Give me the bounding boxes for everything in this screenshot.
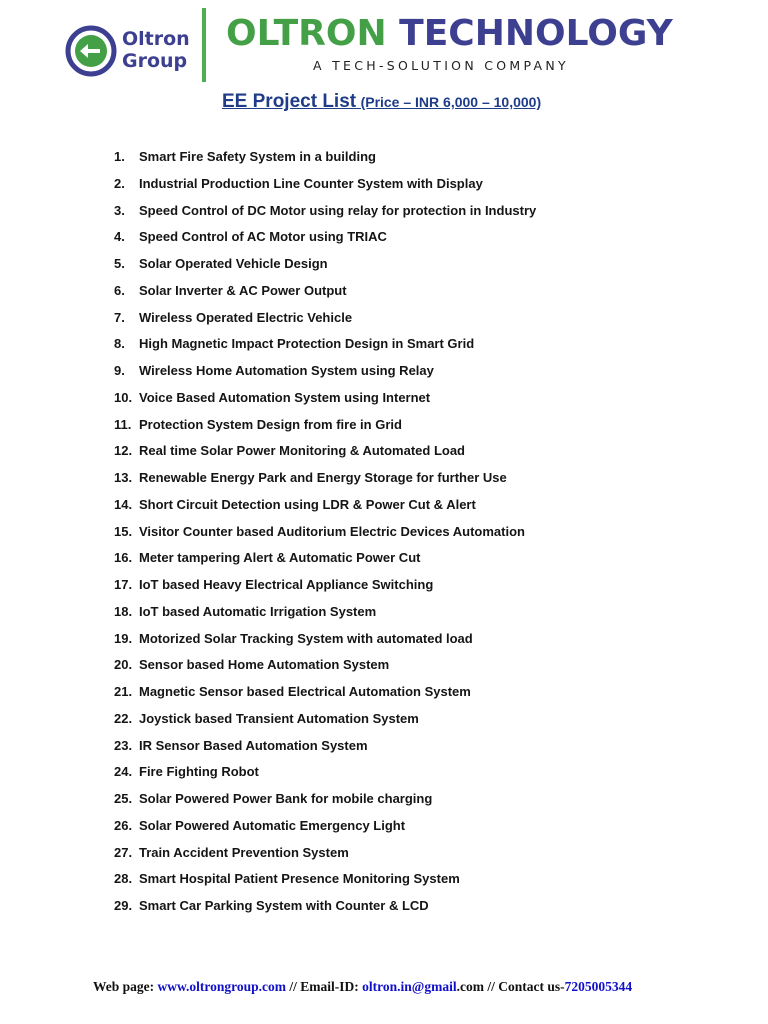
logo-wordmark — [122, 28, 190, 72]
list-item-number: 2. — [114, 175, 125, 191]
list-item — [114, 198, 536, 225]
list-item — [114, 813, 536, 840]
list-item-number: 24. — [114, 764, 133, 780]
project-list — [114, 144, 536, 920]
list-item — [114, 679, 536, 706]
list-item-number: 4. — [114, 229, 125, 245]
list-item-number: 13. — [114, 470, 133, 485]
company-name-technology: TECHNOLOGY — [399, 13, 673, 54]
list-item-number: 11. — [114, 416, 132, 432]
list-item-number: 20. — [114, 657, 133, 673]
title-price: (Price – INR 6,000 – 10,000) — [360, 94, 542, 110]
list-item-number: 6. — [114, 282, 125, 298]
list-item-text: Voice Based Automation System using Internet — [139, 389, 431, 405]
list-item — [114, 652, 536, 679]
list-item — [114, 278, 536, 305]
list-item-text: IoT based Automatic Irrigation System — [139, 603, 377, 619]
web-label: Web page: — [93, 979, 155, 994]
list-item-text: Industrial Production Line Counter System with Display — [139, 175, 483, 191]
list-item — [114, 572, 536, 599]
list-item-text: Solar Inverter & AC Power Output — [139, 282, 347, 298]
list-item-text: Wireless Home Automation System using Relay — [139, 363, 434, 378]
list-item-text: Smart Fire Safety System in a building — [139, 149, 376, 164]
list-item — [114, 171, 536, 198]
list-item-text: Smart Hospital Patient Presence Monitoring System — [139, 871, 460, 887]
list-item-number: 9. — [114, 363, 125, 378]
list-item-text: Real time Solar Power Monitoring & Automated Load — [139, 443, 465, 459]
list-item-number: 19. — [114, 630, 133, 646]
list-item-text: Visitor Counter based Auditorium Electric Devices Automation — [139, 523, 525, 539]
header-divider — [202, 8, 206, 82]
list-item-number: 25. — [114, 791, 133, 806]
logo-line-1: Oltron — [122, 28, 190, 50]
list-item-number: 10. — [114, 389, 133, 405]
list-item-number: 7. — [114, 309, 125, 325]
list-item — [114, 438, 536, 465]
list-item — [114, 492, 536, 519]
list-item-number: 21. — [114, 684, 133, 699]
list-item — [114, 733, 536, 760]
list-item-number: 5. — [114, 256, 125, 271]
list-item — [114, 412, 536, 439]
list-item-text: Speed Control of DC Motor using relay for protection in Industry — [139, 202, 537, 218]
list-item-number: 18. — [114, 603, 133, 619]
page-title — [222, 91, 541, 113]
list-item — [114, 385, 536, 412]
list-item-text: Smart Car Parking System with Counter & LCD — [139, 898, 429, 913]
list-item-text: High Magnetic Impact Protection Design in Smart Grid — [139, 336, 475, 352]
list-item — [114, 305, 536, 332]
list-item-text: Fire Fighting Robot — [139, 764, 259, 780]
list-item-text: IoT based Heavy Electrical Appliance Switching — [139, 577, 434, 592]
company-tagline: A TECH-SOLUTION COMPANY — [313, 58, 569, 73]
document-header — [0, 0, 768, 90]
list-item-number: 12. — [114, 443, 133, 459]
list-item — [114, 224, 536, 251]
list-item-number: 22. — [114, 710, 133, 726]
list-item-number: 3. — [114, 202, 125, 218]
list-item — [114, 840, 536, 867]
oltron-logo-icon — [64, 24, 118, 78]
list-item-text: Motorized Solar Tracking System with automated load — [139, 630, 473, 646]
list-item-text: Joystick based Transient Automation System — [139, 710, 419, 726]
email-link[interactable]: oltron.in@gmail — [362, 979, 457, 994]
list-item — [114, 331, 536, 358]
list-item-number: 23. — [114, 737, 133, 753]
list-item — [114, 599, 536, 626]
list-item-text: Renewable Energy Park and Energy Storage for further Use — [139, 470, 507, 485]
list-item — [114, 545, 536, 572]
list-item-number: 17. — [114, 577, 133, 592]
list-item-text: Sensor based Home Automation System — [139, 657, 390, 673]
email-suffix: .com — [456, 979, 484, 994]
list-item — [114, 759, 536, 786]
list-item — [114, 893, 536, 920]
list-item-text: Solar Powered Automatic Emergency Light — [139, 817, 406, 833]
list-item-number: 26. — [114, 817, 133, 833]
list-item-text: Solar Operated Vehicle Design — [139, 256, 328, 271]
company-name-oltron: OLTRON — [226, 13, 387, 54]
list-item — [114, 465, 536, 492]
list-item-number: 15. — [114, 523, 133, 539]
logo-line-2: Group — [122, 50, 188, 72]
list-item-text: Meter tampering Alert & Automatic Power Cut — [139, 550, 421, 566]
list-item-number: 1. — [114, 149, 125, 164]
list-item-number: 14. — [114, 496, 133, 512]
email-label: // Email-ID: — [289, 979, 359, 994]
list-item-number: 8. — [114, 336, 125, 352]
title-main: EE Project List — [222, 91, 357, 112]
list-item-text: Solar Powered Power Bank for mobile charging — [139, 791, 433, 806]
list-item — [114, 251, 536, 278]
list-item-number: 29. — [114, 898, 133, 913]
list-item-text: Magnetic Sensor based Electrical Automation System — [139, 684, 471, 699]
phone-number[interactable]: 7205005344 — [564, 979, 633, 994]
list-item-text: IR Sensor Based Automation System — [139, 737, 368, 753]
list-item-text: Train Accident Prevention System — [139, 844, 349, 860]
company-name — [226, 12, 673, 56]
list-item — [114, 866, 536, 893]
contact-label: // Contact us- — [487, 979, 565, 994]
list-item-number: 28. — [114, 871, 133, 887]
list-item-number: 16. — [114, 550, 133, 566]
list-item — [114, 786, 536, 813]
list-item-text: Wireless Operated Electric Vehicle — [139, 309, 353, 325]
list-item — [114, 144, 536, 171]
list-item-text: Short Circuit Detection using LDR & Power Cut & Alert — [139, 496, 476, 512]
website-link[interactable]: www.oltrongroup.com — [157, 979, 287, 994]
list-item-text: Protection System Design from fire in Grid — [139, 416, 402, 432]
list-item — [114, 706, 536, 733]
list-item-text: Speed Control of AC Motor using TRIAC — [139, 229, 387, 245]
list-item — [114, 626, 536, 653]
list-item — [114, 519, 536, 546]
list-item-number: 27. — [114, 844, 133, 860]
footer-contact — [93, 979, 632, 995]
list-item — [114, 358, 536, 385]
